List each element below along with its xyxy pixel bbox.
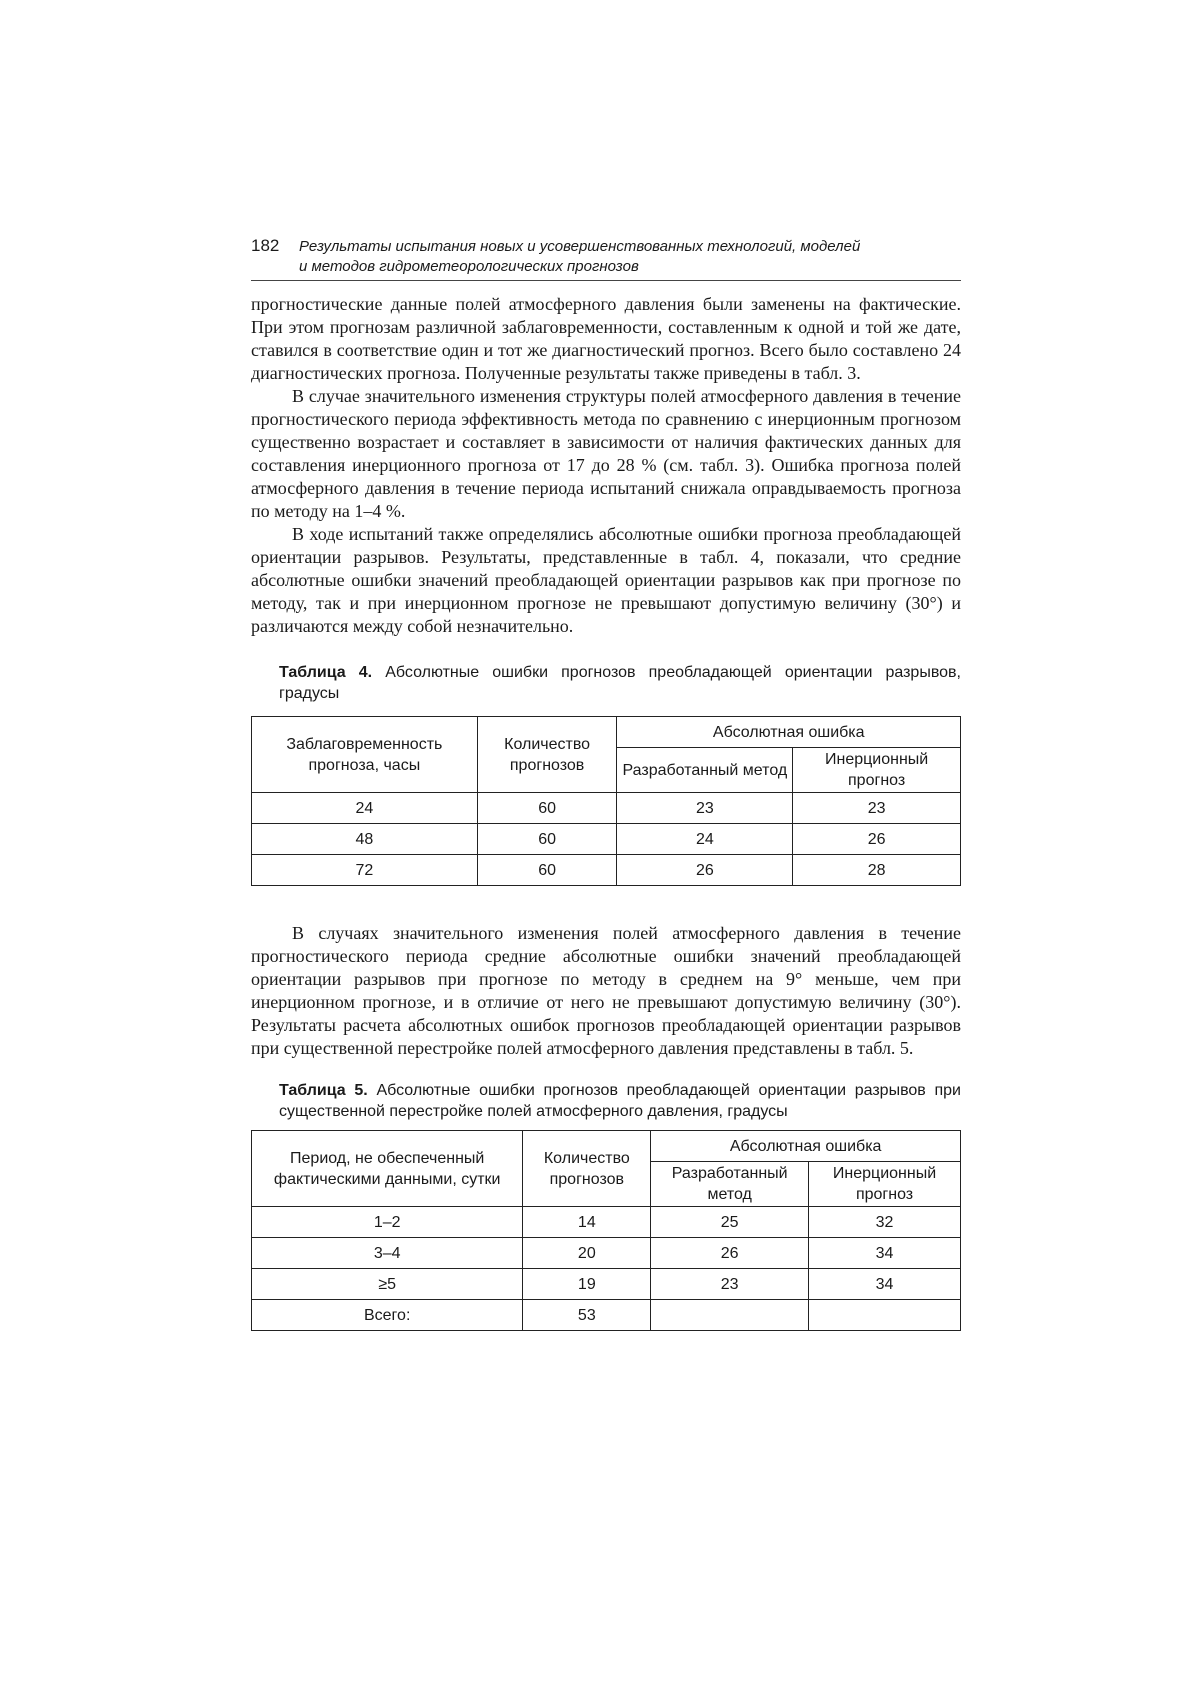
table4-col-count: Количество прогнозов xyxy=(477,717,617,793)
table-cell: 26 xyxy=(617,855,793,886)
table4-label: Таблица 4. xyxy=(279,664,373,681)
table-cell: 23 xyxy=(651,1269,809,1300)
table-cell: 53 xyxy=(523,1300,651,1331)
table-row xyxy=(252,1300,961,1331)
table-cell: 26 xyxy=(793,824,961,855)
table-row xyxy=(252,1269,961,1300)
table-cell: 34 xyxy=(809,1238,961,1269)
table-cell xyxy=(651,1300,809,1331)
page-number: 182 xyxy=(251,236,280,255)
table-cell: 1–2 xyxy=(252,1207,523,1238)
table-cell: 34 xyxy=(809,1269,961,1300)
table-cell: 23 xyxy=(617,793,793,824)
table5-caption-text: Абсолютные ошибки прогнозов преобладающей ориентации разрывов при существенной перестройке полей атмосферного давления, градусы xyxy=(279,1082,961,1120)
running-header xyxy=(251,232,961,281)
table-cell: 60 xyxy=(477,855,617,886)
table-row xyxy=(252,1207,961,1238)
table-cell: 48 xyxy=(252,824,478,855)
table4-caption-text: Абсолютные ошибки прогнозов преобладающей ориентации разрывов, градусы xyxy=(279,664,961,702)
table-cell: 28 xyxy=(793,855,961,886)
table4-col-group: Абсолютная ошибка xyxy=(617,717,961,748)
table-cell: Всего: xyxy=(252,1300,523,1331)
paragraph-1: прогностические данные полей атмосферного давления были заменены на фактические. При этом прогнозам различной заблаговременности, составленным к одной и той же дате, ставился в соответствие один и тот же диагностический прогноз. Всего было составлено 24 диагностических прогноза. Полученные результаты также приведены в табл. 3. xyxy=(251,294,961,383)
running-title-line-1: Результаты испытания новых и усовершенствованных технологий, моделей xyxy=(299,238,861,255)
table-cell: 25 xyxy=(651,1207,809,1238)
table-5 xyxy=(251,1130,961,1331)
table4-col-inertial: Инерционный прогноз xyxy=(793,748,961,793)
table-4 xyxy=(251,716,961,886)
table5-header-row xyxy=(252,1131,961,1162)
table5-col-count: Количество прогнозов xyxy=(523,1131,651,1207)
table-row xyxy=(252,1238,961,1269)
running-title xyxy=(299,237,860,277)
table-cell: 19 xyxy=(523,1269,651,1300)
table-cell: 24 xyxy=(617,824,793,855)
table5-label: Таблица 5. xyxy=(279,1082,368,1099)
table-cell: 60 xyxy=(477,824,617,855)
table-cell: 26 xyxy=(651,1238,809,1269)
paragraph-2: В случае значительного изменения структуры полей атмосферного давления в течение прогностического периода эффективность метода по сравнению с инерционным прогнозом существенно возрастает и составляет в зависимости от наличия фактических данных для составления инерционного прогноза от 17 до 28 % (см. табл. 3). Ошибка прогноза полей атмосферного давления в течение периода испытаний снижала оправдываемость прогноза по методу на 1–4 %. xyxy=(251,386,961,521)
page xyxy=(251,232,961,1331)
table5-col-period: Период, не обеспеченный фактическими данными, сутки xyxy=(252,1131,523,1207)
table4-col-method: Разработанный метод xyxy=(617,748,793,793)
paragraph-3: В ходе испытаний также определялись абсолютные ошибки прогноза преобладающей ориентации разрывов. Результаты, представленные в табл. 4, показали, что средние абсолютные ошибки значений преобладающей ориентации разрывов как при прогнозе по методу, так и при инерционном прогнозе не превышают допустимую величину (30°) и различаются между собой незначительно. xyxy=(251,524,961,636)
running-title-line-2: и методов гидрометеорологических прогнозов xyxy=(299,258,639,275)
table-row xyxy=(252,793,961,824)
table-cell: ≥5 xyxy=(252,1269,523,1300)
paragraph-4: В случаях значительного изменения полей атмосферного давления в течение прогностического периода средние абсолютные ошибки значений преобладающей ориентации разрывов при прогнозе по методу в среднем на 9° меньше, чем при инерционном прогнозе, и в отличие от него не превышают допустимую величину (30°). Результаты расчета абсолютных ошибок прогнозов преобладающей ориентации разрывов при существенной перестройке полей атмосферного давления представлены в табл. 5. xyxy=(251,923,961,1058)
table-row xyxy=(252,855,961,886)
table-cell: 20 xyxy=(523,1238,651,1269)
body-text xyxy=(251,293,961,638)
table-cell: 32 xyxy=(809,1207,961,1238)
table4-caption xyxy=(279,662,961,704)
table-cell: 14 xyxy=(523,1207,651,1238)
table5-col-inertial: Инерционный прогноз xyxy=(809,1162,961,1207)
table4-header-row xyxy=(252,717,961,748)
table5-col-group: Абсолютная ошибка xyxy=(651,1131,961,1162)
table-cell xyxy=(809,1300,961,1331)
table5-caption xyxy=(279,1080,961,1122)
table5-col-method: Разработанный метод xyxy=(651,1162,809,1207)
table-cell: 24 xyxy=(252,793,478,824)
table-cell: 60 xyxy=(477,793,617,824)
table-row xyxy=(252,824,961,855)
table-cell: 3–4 xyxy=(252,1238,523,1269)
table-cell: 72 xyxy=(252,855,478,886)
table4-col-lead: Заблаговременность прогноза, часы xyxy=(252,717,478,793)
table-cell: 23 xyxy=(793,793,961,824)
